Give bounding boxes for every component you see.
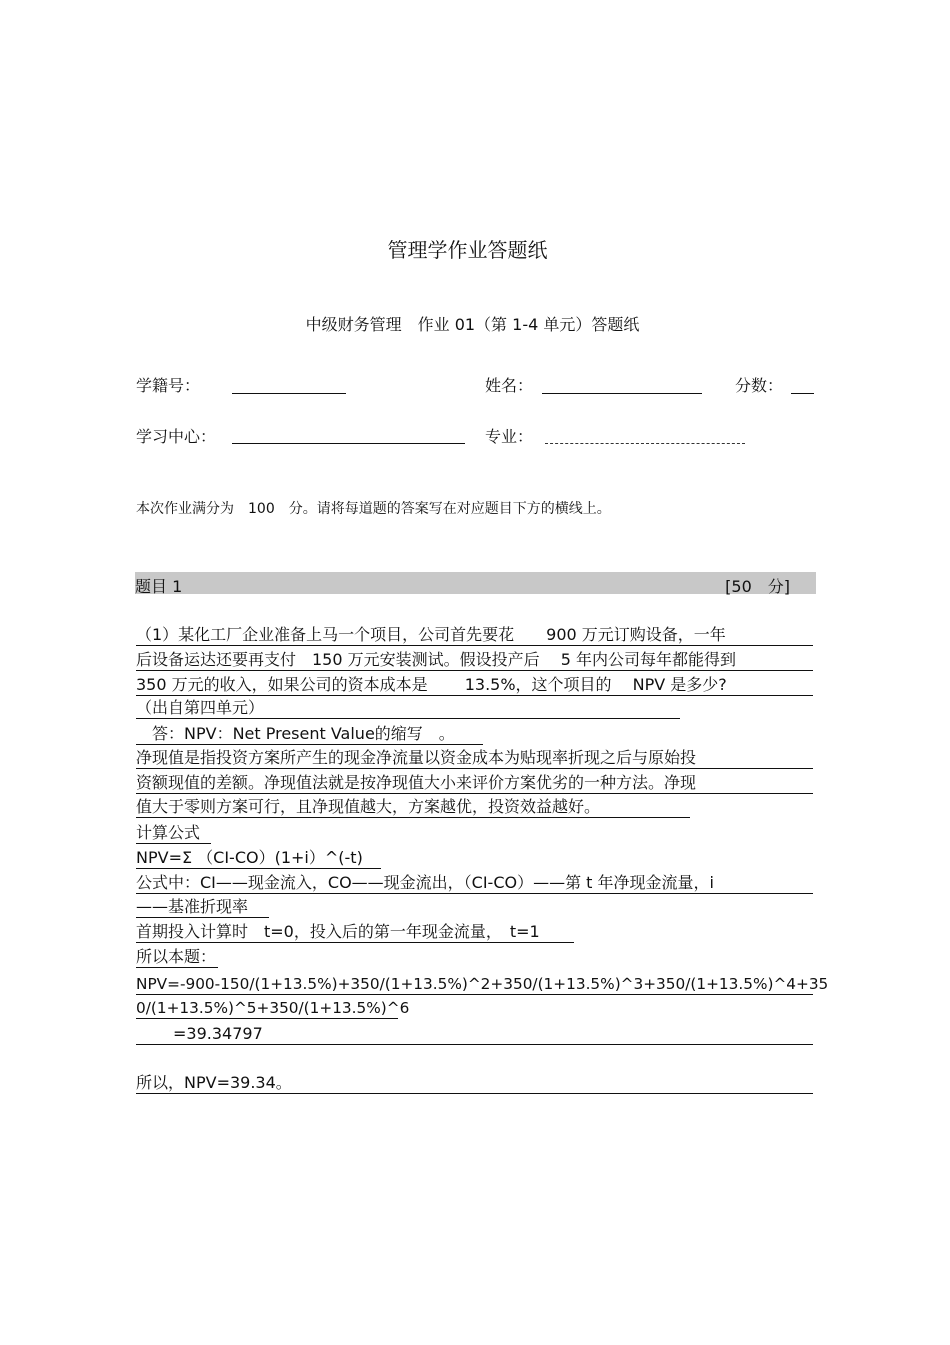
question-line: 后设备运达还要再支付 150 万元安装测试。假设投产后 5 年内公司每年都能得到 <box>136 650 813 671</box>
answer-line: 值大于零则方案可行，且净现值越大，方案越优，投资效益越好。 <box>136 797 690 818</box>
page-subtitle: 中级财务管理 作业 01（第 1-4 单元）答题纸 <box>305 315 640 334</box>
learning-center-label: 学习中心： <box>136 427 217 446</box>
question-line: 350 万元的收入，如果公司的资本成本是 13.5%，这个项目的 NPV 是多少? <box>136 675 813 696</box>
major-field[interactable] <box>545 443 745 444</box>
question-line: （出自第四单元） <box>136 698 680 719</box>
answer-line: NPV=Σ （CI-CO）(1+i）^(-t) <box>136 848 381 869</box>
question-score: [50 分] <box>725 577 790 596</box>
answer-line: ——基准折现率 <box>136 897 269 918</box>
answer-line: NPV=-900-150/(1+13.5%)+350/(1+13.5%)^2+350/(1+13.5%)^3+350/(1+13.5%)^4+35 <box>136 975 829 993</box>
page-title: 管理学作业答题纸 <box>387 238 548 262</box>
answer-line: 公式中：CI——现金流入，CO——现金流出，（CI-CO）——第 t 年净现金流量，i <box>136 873 813 894</box>
answer-line: 所以本题： <box>136 947 217 966</box>
answer-line: 首期投入计算时 t=0，投入后的第一年现金流量， t=1 <box>136 922 574 943</box>
answer-line: 计算公式 <box>136 823 211 844</box>
question-line: （1）某化工厂企业准备上马一个项目，公司首先要花 900 万元订购设备，一年 <box>136 625 813 646</box>
major-label: 专业： <box>485 427 534 446</box>
answer-line: =39.34797 <box>136 1024 813 1045</box>
answer-line: 0/(1+13.5%)^5+350/(1+13.5%)^6 <box>136 999 410 1017</box>
answer-line: 答：NPV：Net Present Value的缩写 。 <box>136 724 483 745</box>
student-id-label: 学籍号： <box>136 376 201 395</box>
score-field[interactable] <box>791 393 814 394</box>
instructions-text: 本次作业满分为 100 分。请将每道题的答案写在对应题目下方的横线上。 <box>136 501 611 517</box>
question-label: 题目 1 <box>135 577 183 596</box>
name-field[interactable] <box>542 393 702 394</box>
student-id-field[interactable] <box>232 393 346 394</box>
name-label: 姓名： <box>485 376 534 395</box>
answer-line: 净现值是指投资方案所产生的现金净流量以资金成本为贴现率折现之后与原始投 <box>136 748 813 769</box>
question-header <box>135 572 816 594</box>
score-label: 分数： <box>735 376 784 395</box>
answer-line: 资额现值的差额。净现值法就是按净现值大小来评价方案优劣的一种方法。净现 <box>136 773 813 794</box>
answer-line: 所以，NPV=39.34。 <box>136 1073 813 1094</box>
learning-center-field[interactable] <box>232 443 465 444</box>
